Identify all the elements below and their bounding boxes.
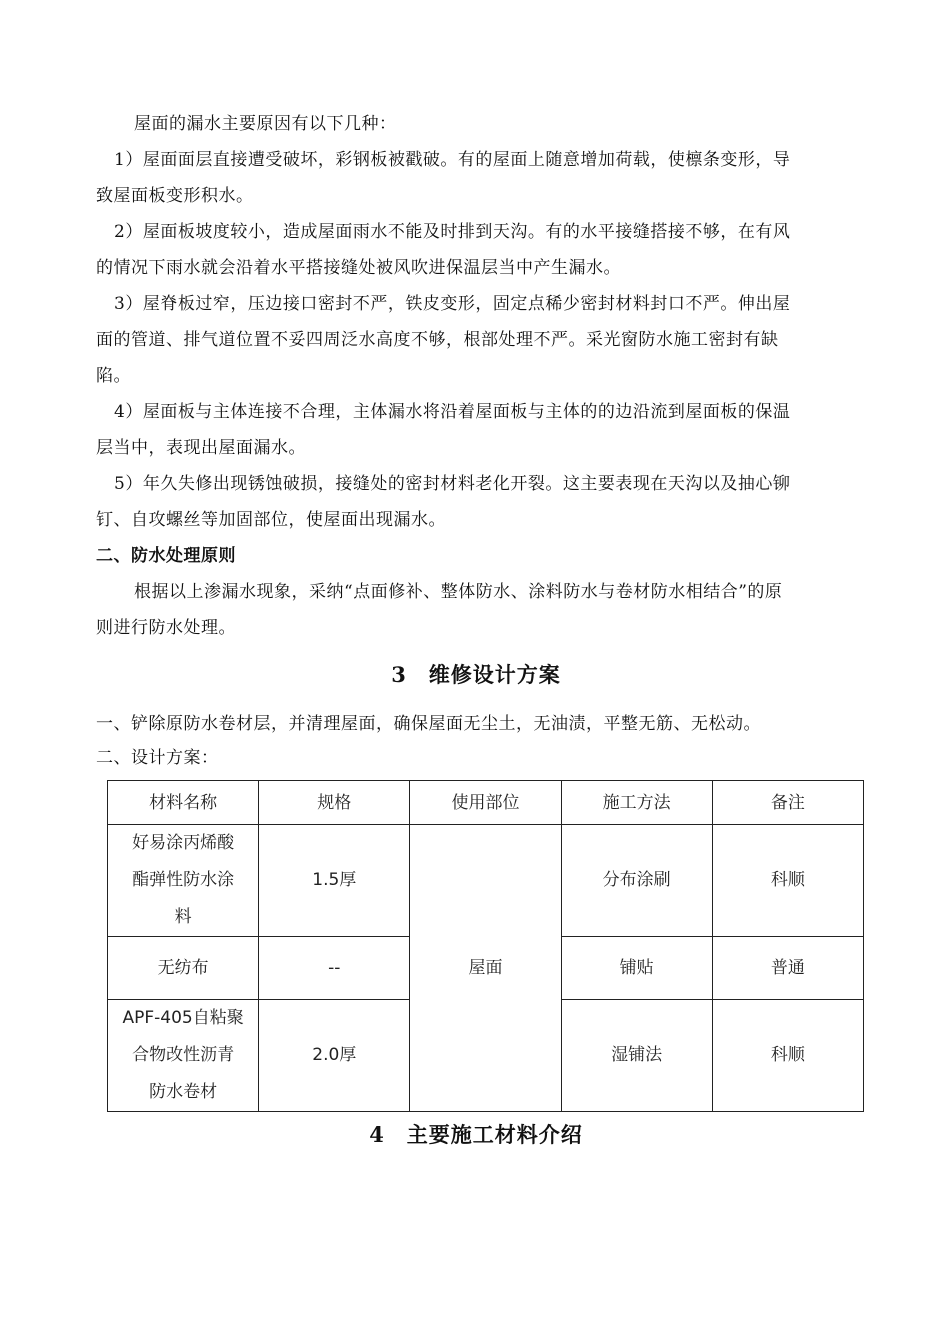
- material-name-line: APF-405自粘聚: [122, 1008, 244, 1028]
- note-cell: 科顺: [712, 1000, 863, 1112]
- note-cell: 科顺: [712, 825, 863, 937]
- material-name-cell: [108, 825, 259, 937]
- cause-4-line-1: 4）屋面板与主体连接不合理，主体漏水将沿着屋面板与主体的的边沿流到屋面板的保温: [114, 402, 791, 422]
- material-name-line: 酯弹性防水涂: [132, 870, 235, 890]
- cause-2-line-2: 的情况下雨水就会沿着水平搭接缝处被风吹进保温层当中产生漏水。: [96, 258, 621, 278]
- cause-3-line-3: 陷。: [96, 366, 131, 386]
- cause-2-line-1: 2）屋面板坡度较小，造成屋面雨水不能及时排到天沟。有的水平接缝搭接不够，在有风: [114, 222, 791, 242]
- section-3-step-2: 二、设计方案：: [96, 748, 219, 768]
- table-header-row: [108, 781, 864, 825]
- method-cell: 铺贴: [561, 937, 712, 1000]
- material-name-cell: [108, 1000, 259, 1112]
- material-name-line: 防水卷材: [149, 1082, 218, 1102]
- principle-heading: 二、防水处理原则: [96, 546, 236, 566]
- cause-1-line-1: 1）屋面面层直接遭受破坏，彩钢板被戳破。有的屋面上随意增加荷载，使檩条变形，导: [114, 150, 791, 170]
- note-cell: 普通: [712, 937, 863, 1000]
- spec-cell: --: [259, 937, 410, 1000]
- cause-5-line-2: 钉、自攻螺丝等加固部位，使屋面出现漏水。: [96, 510, 446, 530]
- material-name-line: 料: [174, 907, 192, 927]
- cause-3-line-2: 面的管道、排气道位置不妥四周泛水高度不够，根部处理不严。采光窗防水施工密封有缺: [96, 330, 779, 350]
- method-cell: 分布涂刷: [561, 825, 712, 937]
- material-name-line: 无纺布: [157, 957, 209, 978]
- spec-cell: 1.5厚: [259, 825, 410, 937]
- location-cell: 屋面: [410, 825, 561, 1112]
- design-plan-table: [107, 780, 864, 1112]
- principle-line-1: 根据以上渗漏水现象，采纳“点面修补、整体防水、涂料防水与卷材防水相结合”的原: [134, 582, 783, 602]
- material-name-cell: [108, 937, 259, 1000]
- cause-3-line-1: 3）屋脊板过窄，压边接口密封不严，铁皮变形，固定点稀少密封材料封口不严。伸出屋: [114, 294, 791, 314]
- section-3-step-1: 一、铲除原防水卷材层，并清理屋面，确保屋面无尘土，无油渍，平整无筋、无松动。: [96, 714, 761, 734]
- section-3-title: 3 维修设计方案: [391, 662, 561, 687]
- causes-intro: 屋面的漏水主要原因有以下几种：: [134, 114, 397, 134]
- material-name-line: 好易涂丙烯酸: [132, 833, 235, 853]
- header-note: 备注: [712, 781, 863, 825]
- cause-5-line-1: 5）年久失修出现锈蚀破损，接缝处的密封材料老化开裂。这主要表现在天沟以及抽心铆: [114, 474, 791, 494]
- section-4-title: 4 主要施工材料介绍: [369, 1122, 583, 1147]
- material-name-line: 合物改性沥青: [132, 1045, 235, 1065]
- cause-1-line-2: 致屋面板变形积水。: [96, 186, 254, 206]
- header-material-name: 材料名称: [108, 781, 259, 825]
- method-cell: 湿铺法: [561, 1000, 712, 1112]
- header-method: 施工方法: [561, 781, 712, 825]
- spec-cell: 2.0厚: [259, 1000, 410, 1112]
- cause-4-line-2: 层当中，表现出屋面漏水。: [96, 438, 306, 458]
- principle-line-2: 则进行防水处理。: [96, 618, 236, 638]
- table-row: [108, 825, 864, 937]
- header-location: 使用部位: [410, 781, 561, 825]
- header-spec: 规格: [259, 781, 410, 825]
